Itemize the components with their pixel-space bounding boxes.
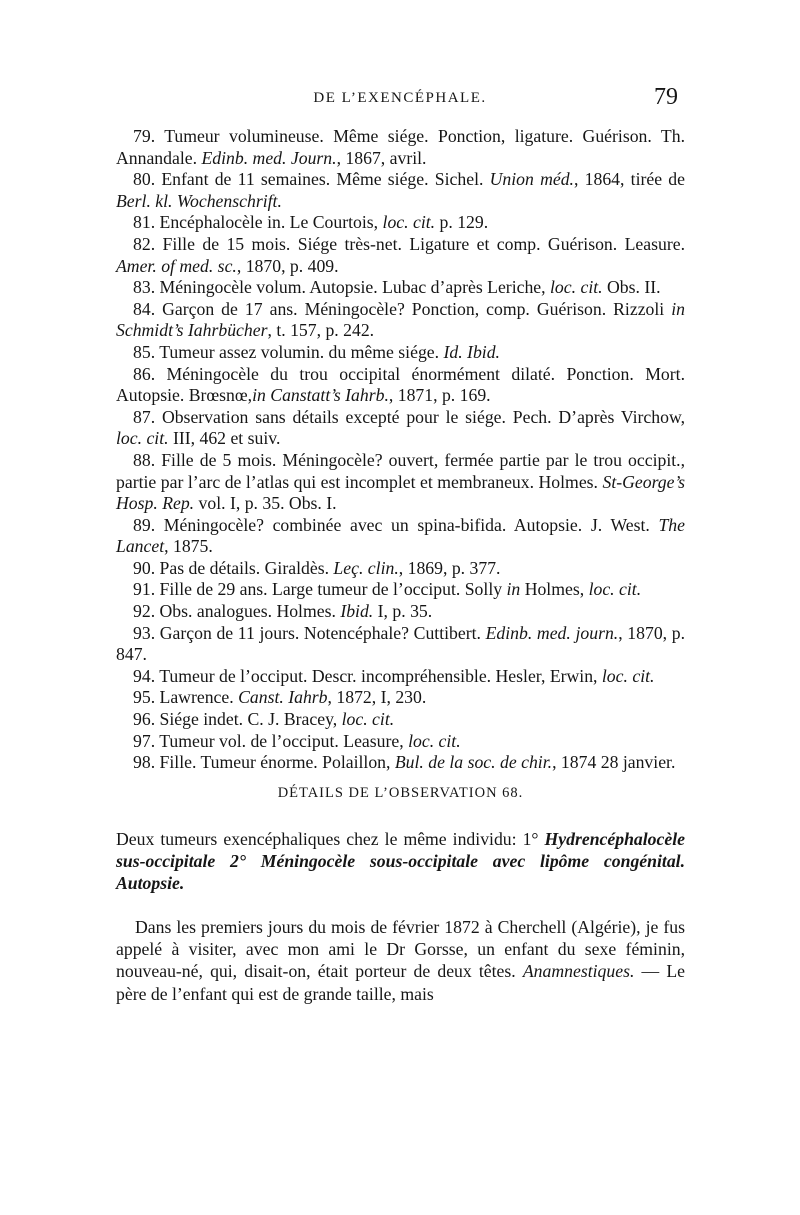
entry-citation-italic: Amer. of med. sc. xyxy=(116,255,237,276)
reference-entry xyxy=(116,709,685,731)
entry-citation-italic: The Lancet xyxy=(116,514,685,557)
observation-summary xyxy=(116,828,685,894)
entry-text: , t. 157, p. 242. xyxy=(267,320,375,341)
body-paragraph xyxy=(116,916,685,1005)
reference-entry xyxy=(116,234,685,277)
entry-text: , 1871, p. 169. xyxy=(388,385,491,406)
entry-text: 96. Siége indet. C. J. Bracey, xyxy=(133,709,342,730)
entry-citation-italic: loc. cit. xyxy=(382,212,436,233)
entry-citation-italic: Edinb. med. Journ. xyxy=(201,147,337,168)
reference-entry xyxy=(116,407,685,450)
paragraph-tail-text: — Le père de l’enfant qui est de grande taille, mais xyxy=(116,961,686,1004)
reference-entry xyxy=(116,169,685,212)
entry-citation-italic: loc. cit. xyxy=(116,428,169,449)
reference-list xyxy=(116,126,685,774)
entry-citation-italic: in xyxy=(506,579,521,600)
reference-entry xyxy=(116,558,685,580)
entry-citation-italic: loc. cit. xyxy=(408,730,461,751)
entry-citation-italic: loc. cit. xyxy=(341,709,395,730)
paragraph-text: Dans les premiers jours du mois de février 1872 à Cherchell (Algérie), je fus appelé à visiter, avec mon ami le Dr Gorsse, un enfant du sexe féminin, nouveau-né, qui, disait-on, était porteur de deux têtes. xyxy=(116,916,685,982)
summary-italic-text: Hydrencéphalocèle sus-occipitale 2° Méningocèle sous-occipitale avec lipôme congénital. Autopsie. xyxy=(116,828,685,893)
reference-entry xyxy=(116,515,685,558)
entry-citation-italic: loc. cit. xyxy=(601,665,655,686)
entry-text: , 1867, avril. xyxy=(336,147,427,168)
entry-text: 88. Fille de 5 mois. Méningocèle? ouvert, fermée partie par le trou occipit., partie par l’arc de l’atlas qui est incomplet et membraneux. Holmes. xyxy=(116,449,685,492)
reference-entry xyxy=(116,623,685,666)
reference-entry xyxy=(116,666,685,688)
entry-text: 91. Fille de 29 ans. Large tumeur de l’occiput. Solly xyxy=(133,579,507,600)
entry-text: 84. Garçon de 17 ans. Méningocèle? Ponction, comp. Guérison. Rizzoli xyxy=(133,298,672,319)
reference-entry xyxy=(116,579,685,601)
entry-citation-italic: Berl. kl. Wochenschrift. xyxy=(116,190,282,211)
entry-text: 80. Enfant de 11 semaines. Même siége. Sichel. xyxy=(133,169,490,190)
entry-text: , 1864, tirée de xyxy=(573,169,685,190)
entry-citation-italic: St-George’s Hosp. Rep. xyxy=(116,471,685,514)
reference-entry xyxy=(116,212,685,234)
reference-entry xyxy=(116,731,685,753)
entry-text: Obs. II. xyxy=(602,277,661,298)
paragraph-italic-text: Anamnestiques. xyxy=(522,961,635,982)
reference-entry xyxy=(116,126,685,169)
reference-entry xyxy=(116,299,685,342)
entry-citation-italic: loc. cit. xyxy=(588,579,642,600)
entry-text: , 1872, I, 230. xyxy=(327,687,427,708)
reference-entry xyxy=(116,342,685,364)
running-header: DE L’EXENCÉPHALE. xyxy=(313,90,487,106)
entry-citation-italic: Id. Ibid. xyxy=(443,341,500,362)
reference-entry xyxy=(116,450,685,515)
page-body xyxy=(116,126,685,1005)
reference-entry xyxy=(116,601,685,623)
entry-text: 85. Tumeur assez volumin. du même siége. xyxy=(133,341,444,362)
reference-entry xyxy=(116,364,685,407)
entry-citation-italic: Edinb. med. journ. xyxy=(485,622,619,643)
entry-text: , 1869, p. 377. xyxy=(398,557,501,578)
entry-text: Holmes, xyxy=(520,579,589,600)
entry-text: 97. Tumeur vol. de l’occiput. Leasure, xyxy=(133,730,409,751)
entry-text: III, 462 et suiv. xyxy=(168,428,281,449)
entry-text: 94. Tumeur de l’occiput. Descr. incompréhensible. Hesler, Erwin, xyxy=(133,665,602,686)
entry-text: , 1874 28 janvier. xyxy=(552,752,676,773)
entry-text: 83. Méningocèle volum. Autopsie. Lubac d’après Leriche, xyxy=(133,277,551,298)
entry-text: 82. Fille de 15 mois. Siége très-net. Ligature et comp. Guérison. Leasure. xyxy=(133,233,685,254)
reference-entry xyxy=(116,277,685,299)
entry-text: 95. Lawrence. xyxy=(133,687,239,708)
entry-citation-italic: Ibid. xyxy=(340,601,374,622)
entry-text: p. 129. xyxy=(435,212,489,233)
entry-text: 89. Méningocèle? combinée avec un spina-bifida. Autopsie. J. West. xyxy=(133,514,659,535)
entry-text: , 1870, p. 847. xyxy=(116,622,685,665)
entry-text: 79. Tumeur volumineuse. Même siége. Ponction, ligature. Guérison. Th. Annandale. xyxy=(116,126,685,168)
entry-text: 92. Obs. analogues. Holmes. xyxy=(133,601,341,622)
entry-text: vol. I, p. 35. Obs. I. xyxy=(194,493,337,514)
entry-citation-italic: Bul. de la soc. de chir. xyxy=(394,752,553,773)
reference-entry xyxy=(116,687,685,709)
entry-citation-italic: Union méd. xyxy=(489,169,574,190)
entry-text: , 1875. xyxy=(164,536,213,557)
entry-citation-italic: Leç. clin. xyxy=(333,557,399,578)
entry-citation-italic: loc. cit. xyxy=(550,277,603,298)
entry-text: I, p. 35. xyxy=(373,601,433,622)
entry-text: 87. Observation sans détails excepté pour le siége. Pech. D’après Virchow, xyxy=(133,406,685,427)
entry-citation-italic: in Schmidt’s Iahrbücher xyxy=(116,298,685,341)
summary-text: Deux tumeurs exencéphaliques chez le même individu: 1° xyxy=(116,828,545,849)
entry-citation-italic: Canst. Iahrb xyxy=(238,687,328,708)
reference-entry xyxy=(116,752,685,774)
entry-text: 81. Encéphalocèle in. Le Courtois, xyxy=(133,212,383,233)
entry-citation-italic: in Canstatt’s Iahrb. xyxy=(252,385,389,406)
entry-text: 93. Garçon de 11 jours. Notencéphale? Cuttibert. xyxy=(133,622,486,643)
page-number: 79 xyxy=(654,84,678,110)
entry-text: 98. Fille. Tumeur énorme. Polaillon, xyxy=(133,752,395,773)
entry-text: 86. Méningocèle du trou occipital énormément dilaté. Ponction. Mort. Autopsie. Brœsnœ, xyxy=(116,363,685,406)
entry-text: 90. Pas de détails. Giraldès. xyxy=(133,557,334,578)
section-heading: DÉTAILS DE L’OBSERVATION 68. xyxy=(277,784,524,801)
entry-text: , 1870, p. 409. xyxy=(236,255,339,276)
